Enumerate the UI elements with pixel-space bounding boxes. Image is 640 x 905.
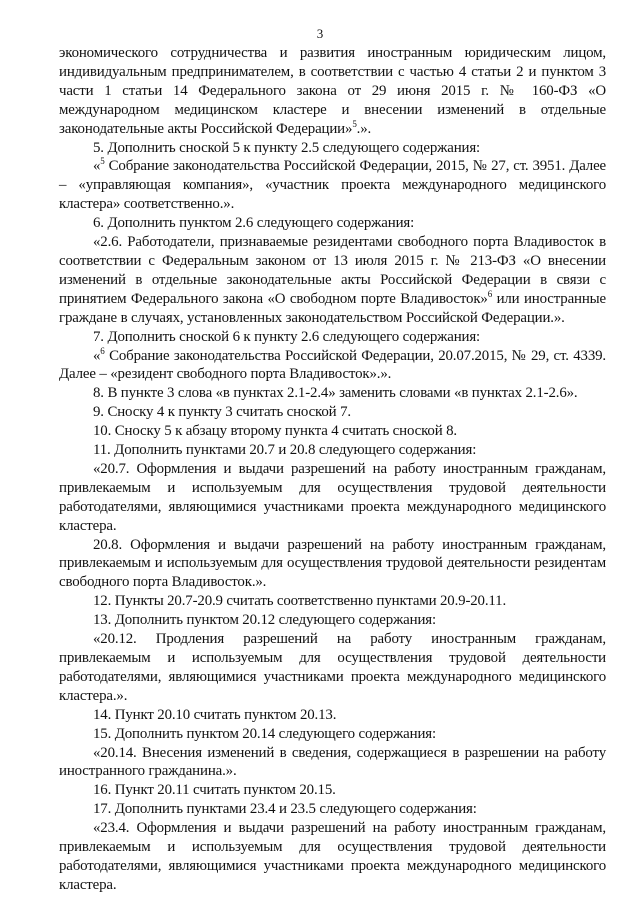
paragraph-p5 — [59, 328, 606, 347]
paragraph-p17 — [59, 725, 606, 744]
paragraph-p2 — [59, 157, 606, 214]
paragraph-text: 11. Дополнить пунктами 20.7 и 20.8 следующего содержания: — [93, 442, 477, 459]
paragraph-p20 — [59, 800, 606, 819]
paragraph-p16 — [59, 706, 606, 725]
paragraph-text: Собрание законодательства Российской Федерации, 20.07.2015, № 29, ст. 4339. Далее – «резидент свободного порта Владивосток».». — [59, 347, 606, 383]
paragraph-text: 20.8. Оформления и выдачи разрешений на работу иностранным гражданам, привлекаемым и используемым для осуществления трудовой деятельности резидентам свободного порта Владивосток.». — [59, 536, 606, 591]
paragraph-text: «20.14. Внесения изменений в сведения, содержащиеся в разрешении на работу иностранного гражданина.». — [59, 744, 606, 780]
paragraph-text: «23.4. Оформления и выдачи разрешений на работу иностранным гражданам, привлекаемым и используемым для осуществления трудовой деятельности работодателями, являющимися участниками проекта международного медицинского кластера. — [59, 820, 606, 893]
paragraph-text: 9. Сноску 4 к пункту 3 считать сноской 7. — [93, 404, 351, 421]
paragraph-text: или иностранные граждане в случаях, установленных законодательством Российской Федерации.». — [59, 290, 606, 326]
paragraph-p8 — [59, 403, 606, 422]
paragraph-p11 — [59, 460, 606, 536]
paragraph-p10 — [59, 441, 606, 460]
paragraph-text: 6. Дополнить пунктом 2.6 следующего содержания: — [93, 215, 415, 232]
paragraph-text: 15. Дополнить пунктом 20.14 следующего содержания: — [93, 725, 436, 742]
paragraph-text: 7. Дополнить сноской 6 к пункту 2.6 следующего содержания: — [93, 328, 481, 345]
paragraph-p15 — [59, 630, 606, 706]
paragraph-text: 10. Сноску 5 к абзацу второму пункта 4 считать сноской 8. — [93, 423, 457, 440]
document-body — [59, 44, 606, 895]
paragraph-text: 8. В пункте 3 слова «в пунктах 2.1-2.4» заменить словами «в пунктах 2.1-2.6». — [93, 385, 578, 402]
paragraph-p1 — [59, 139, 606, 158]
paragraph-p18 — [59, 744, 606, 782]
paragraph-text: 5. Дополнить сноской 5 к пункту 2.5 следующего содержания: — [93, 139, 481, 156]
paragraph-p13 — [59, 592, 606, 611]
paragraph-text: « — [93, 158, 101, 175]
paragraph-p21 — [59, 819, 606, 895]
paragraph-p14 — [59, 611, 606, 630]
footnote-marker: 6 — [100, 345, 105, 356]
paragraph-p12 — [59, 536, 606, 593]
paragraph-p19 — [59, 781, 606, 800]
paragraph-text: Собрание законодательства Российской Федерации, 2015, № 27, ст. 3951. Далее – «управляющая компания», «участник проекта международного медицинского кластера» соответственно.». — [59, 158, 606, 213]
paragraph-p7 — [59, 384, 606, 403]
footnote-marker: 6 — [487, 288, 493, 299]
paragraph-p0 — [59, 44, 606, 139]
page-number: 3 — [316, 26, 324, 41]
paragraph-text: .». — [356, 120, 372, 137]
paragraph-text: 16. Пункт 20.11 считать пунктом 20.15. — [93, 782, 336, 799]
paragraph-text: 13. Дополнить пунктом 20.12 следующего содержания: — [93, 612, 436, 629]
footnote-marker: 5 — [352, 118, 357, 129]
footnote-marker: 5 — [100, 156, 105, 167]
paragraph-text: «20.7. Оформления и выдачи разрешений на работу иностранным гражданам, привлекаемым и используемым для осуществления трудовой деятельности работодателями, являющимися участниками проекта международного медицинского кластера. — [59, 460, 606, 534]
paragraph-text: « — [93, 347, 101, 364]
paragraph-p4 — [59, 233, 606, 328]
paragraph-text: «2.6. Работодатели, признаваемые резидентами свободного порта Владивосток в соответствии с Федеральным законом от 13 июля 2015 г. № 213-ФЗ «О внесении изменений в отдельные законодательные акты Российской Федерации в связи с принятием Федерального закона «О свободном порте Владивосток» — [59, 234, 606, 307]
paragraph-text: экономического сотрудничества и развития иностранным юридическим лицом, индивидуальным предпринимателем, в соответствии с частью 4 статьи 2 и пунктом 3 части 1 статьи 14 Федерального закона от 29 июня 2015 г. № 160-ФЗ «О международном медицинском кластере и внесении изменений в отдельные законодательные акты Российской Федерации» — [59, 45, 606, 137]
paragraph-text: 14. Пункт 20.10 считать пунктом 20.13. — [93, 706, 337, 723]
paragraph-p6 — [59, 347, 606, 385]
paragraph-p3 — [59, 214, 606, 233]
paragraph-p9 — [59, 422, 606, 441]
paragraph-text: 12. Пункты 20.7-20.9 считать соответственно пунктами 20.9-20.11. — [93, 593, 507, 610]
paragraph-text: 17. Дополнить пунктами 23.4 и 23.5 следующего содержания: — [93, 801, 477, 818]
paragraph-text: «20.12. Продления разрешений на работу иностранным гражданам, привлекаемым и используемым для осуществления трудовой деятельности работодателями, являющимися участниками проекта международного медицинского кластера.». — [59, 631, 606, 704]
